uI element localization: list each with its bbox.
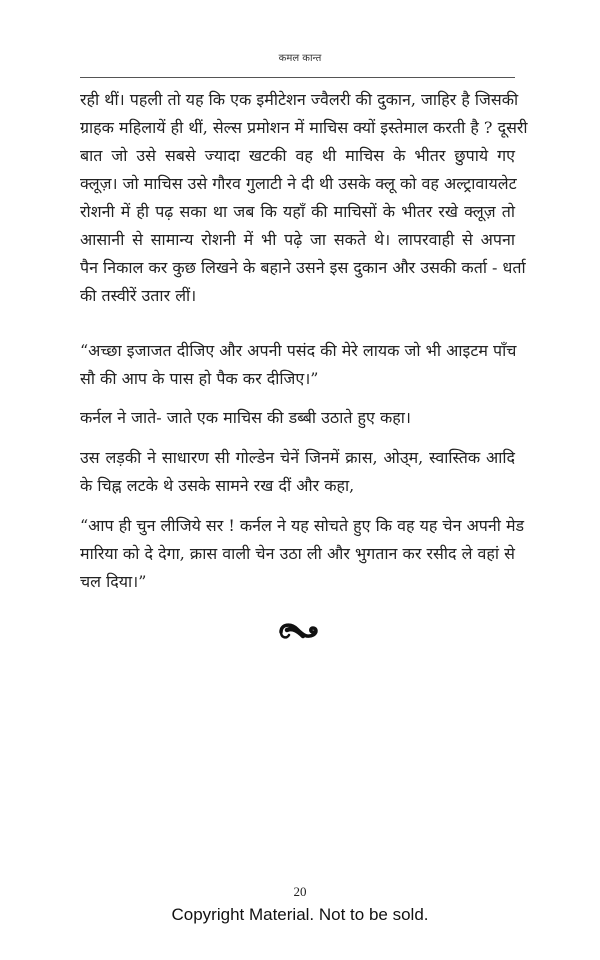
text-line: बात जो उसे सबसे ज्यादा खटकी वह थी माचिस के भीतर छुपाये गए — [80, 146, 515, 165]
header-rule — [80, 77, 515, 78]
text-line: कर्नल ने जाते- जाते एक माचिस की डब्बी उठाते हुए कहा। — [80, 408, 411, 427]
swash-ornament-icon — [0, 618, 600, 650]
text-line: “अच्छा इजाजत दीजिए और अपनी पसंद की मेरे लायक जो भी आइटम पाँच — [80, 341, 517, 360]
text-line: आसानी से सामान्य रोशनी में भी पढ़े जा सकते थे। लापरवाही से अपना — [80, 230, 515, 249]
text-line: पैन निकाल कर कुछ लिखने के बहाने उसने इस दुकान और उसकी कर्ता - धर्ता — [80, 258, 526, 277]
text-line: उस लड़की ने साधारण सी गोल्डेन चेनें जिनमें क्रास, ओउ्म, स्वास्तिक आदि — [80, 448, 515, 467]
text-line: क्लूज़। जो माचिस उसे गौरव गुलाटी ने दी थी उसके क्लू को वह अल्ट्रावायलेट — [80, 174, 517, 193]
text-line: चल दिया।” — [80, 572, 147, 591]
text-line: सौ की आप के पास हो पैक कर दीजिए।” — [80, 369, 319, 388]
running-header: कमल कान्त — [278, 53, 322, 64]
text-line: के चिह्न लटके थे उसके सामने रख दीं और कहा, — [80, 476, 355, 495]
text-line: रोशनी में ही पढ़ सका था जब कि यहाँ की माचिसों के भीतर रखे क्लूज़ तो — [80, 202, 515, 221]
text-line: रही थीं। पहली तो यह कि एक इमीटेशन ज्वैलरी की दुकान, जाहिर है जिसकी — [80, 90, 519, 109]
text-line: की तस्वीरें उतार लीं। — [80, 286, 197, 305]
text-line: ग्राहक महिलायें ही थीं, सेल्स प्रमोशन में माचिस क्यों इस्तेमाल करती है ? दूसरी — [80, 118, 528, 137]
text-line: मारिया को दे देगा, क्रास वाली चेन उठा ली और भुगतान कर रसीद ले वहां से — [80, 544, 515, 563]
page-number: 20 — [293, 884, 307, 899]
copyright-notice: Copyright Material. Not to be sold. — [171, 905, 429, 924]
text-line: “आप ही चुन लीजिये सर ! कर्नल ने यह सोचते हुए कि वह यह चेन अपनी मेड — [80, 516, 525, 535]
